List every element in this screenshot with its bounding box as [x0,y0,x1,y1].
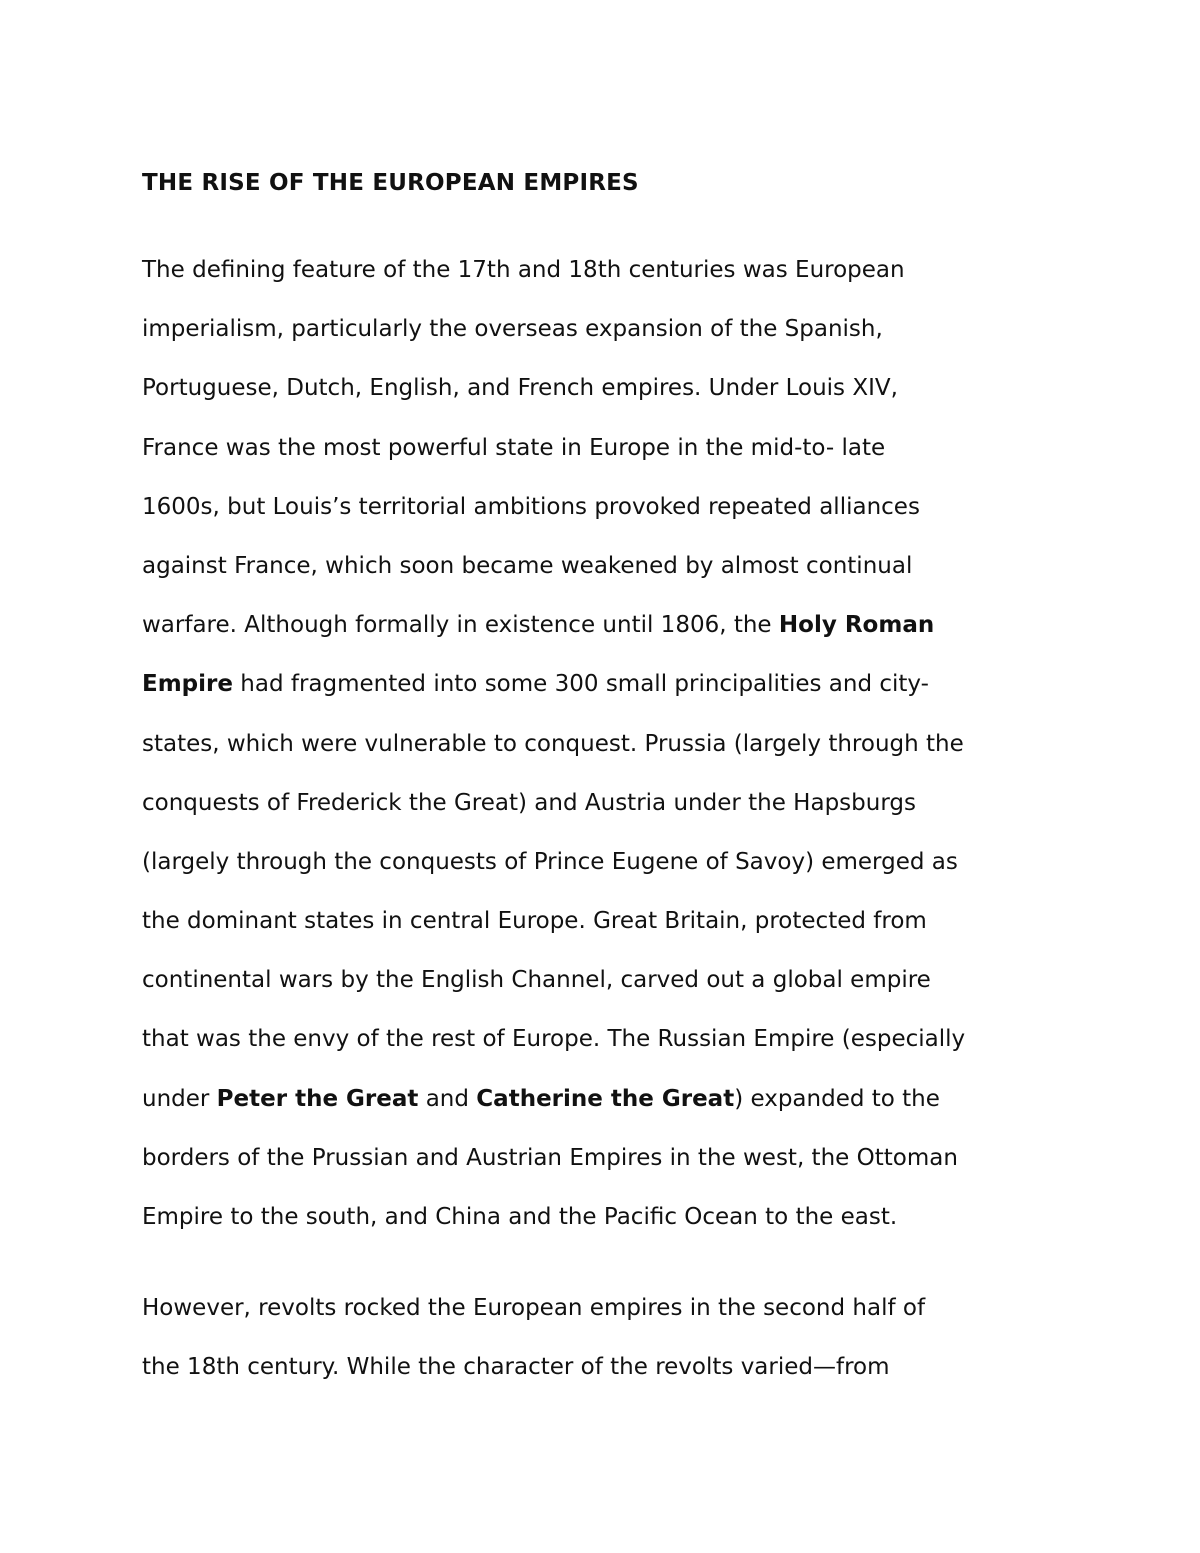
paragraph-1-line-15-text-c: and [418,1085,477,1112]
paragraph-1-line-8-text: had fragmented into some 300 small principalities and city- [232,671,929,698]
paragraph-1-line-17: Empire to the south, and China and the Pacific Ocean to the east. [142,1204,898,1230]
paragraph-1-line-15-text-a: under [142,1085,217,1112]
paragraph-1-line-1: The defining feature of the 17th and 18th centuries was European [142,257,905,283]
paragraph-1 [142,241,965,1247]
peter-the-great-bold-term: Peter the Great [216,1085,419,1112]
paragraph-1-line-15 [142,1070,965,1129]
paragraph-1-line-5: 1600s, but Louis’s territorial ambitions provoked repeated alliances [142,493,920,520]
paragraph-2-line-2: the 18th century. While the character of the revolts varied—from [142,1354,890,1381]
paragraph-1-line-12: the dominant states in central Europe. Great Britain, protected from [142,908,927,935]
paragraph-2 [142,1279,925,1397]
paragraph-1-line-15-text-e: ) expanded to the [734,1085,940,1112]
paragraph-1-line-7 [142,596,965,655]
paragraph-1-line-6: against France, which soon became weakened by almost continual [142,552,913,579]
paragraph-1-line-4: France was the most powerful state in Europe in the mid-to- late [142,434,886,461]
paragraph-1-line-8 [142,655,965,714]
paragraph-1-line-2: imperialism, particularly the overseas expansion of the Spanish, [142,316,883,343]
empire-bold-term: Empire [142,671,233,698]
paragraph-1-line-10: conquests of Frederick the Great) and Austria under the Hapsburgs [142,789,916,816]
document-title: THE RISE OF THE EUROPEAN EMPIRES [142,170,639,196]
paragraph-1-line-9: states, which were vulnerable to conquest. Prussia (largely through the [142,730,964,757]
catherine-the-great-bold-term: Catherine the Great [476,1085,735,1112]
paragraph-1-line-11: (largely through the conquests of Prince Eugene of Savoy) emerged as [142,848,958,875]
paragraph-1-line-13: continental wars by the English Channel, carved out a global empire [142,967,931,994]
paragraph-1-line-7-text: warfare. Although formally in existence until 1806, the [142,612,779,639]
paragraph-1-line-16: borders of the Prussian and Austrian Empires in the west, the Ottoman [142,1144,958,1171]
paragraph-1-line-14: that was the envy of the rest of Europe. The Russian Empire (especially [142,1026,966,1053]
paragraph-1-line-3: Portuguese, Dutch, English, and French empires. Under Louis XIV, [142,375,898,402]
paragraph-2-line-1: However, revolts rocked the European empires in the second half of [142,1295,926,1321]
holy-roman-bold-term: Holy Roman [778,612,935,639]
